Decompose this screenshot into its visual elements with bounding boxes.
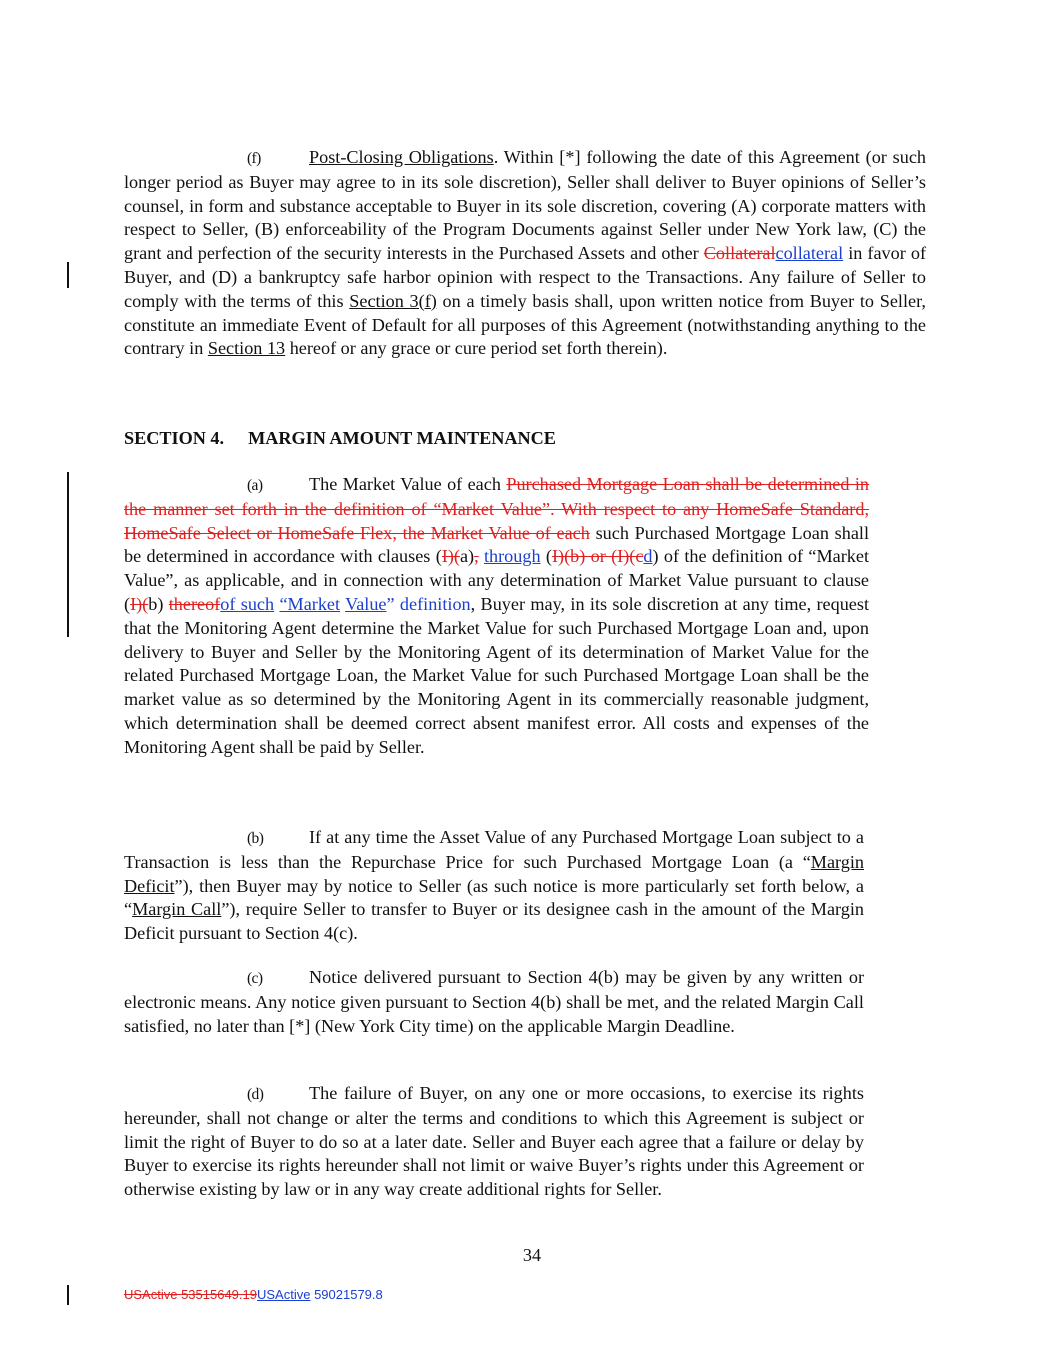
section-number: SECTION 4. [124, 428, 225, 448]
deleted-text: I)( [130, 593, 149, 614]
text-segment: If at any time the Asset Value of any Purchased Mortgage Loan subject to a Transaction is less than the Repurchase Price for such Purchased Mortgage Loan (a “ [124, 827, 864, 872]
text-segment: The failure of Buyer, on any one or more occasions, to exercise its rights hereunder, shall not change or alter the terms and conditions to which this Agreement is subject or limit the right of Buyer to do so at a later date. Seller and Buyer each agree that a failure or delay by Buyer to exercise its rights hereunder shall not limit or waive Buyer’s rights under this Agreement or otherwise existing by law or in any way create additional rights for Seller. [124, 1083, 864, 1200]
paragraph-3f [124, 146, 926, 361]
text-segment: b) [148, 593, 169, 614]
deleted-text: I)(b) or (I)( [551, 546, 636, 567]
text-segment: , Buyer may, in its sole discretion at any time, request that the Monitoring Agent determine the Market Value for such Purchased Mortgage Loan and, upon delivery to Buyer and Seller by the Monitoring Agent of its determination of Market Value for the related Purchased Mortgage Loan, the Market Value for such Purchased Mortgage Loan shall be the market value as so determined by the Monitoring Agent in its commercially reasonable judgment, which determination shall be deemed correct absent manifest error. All costs and expenses of the Monitoring Agent shall be paid by Seller. [124, 593, 869, 757]
deleted-text: , [474, 546, 479, 567]
text-segment: . Within [*] following the date of this Agreement (or such longer period as Buyer may agree to in its sole discretion), Seller shall deliver to Buyer opinions of Seller’s counsel, in form and substance acceptable to Buyer in its sole discretion, covering (A) corporate matters with respect to Seller, (B) enforceability of the Program Documents against Seller under New York law, (C) the grant and perfection of the security interests in the Purchased Assets and other [124, 147, 926, 264]
paragraph-4b [124, 826, 864, 946]
text-segment: a) [459, 546, 475, 567]
paragraph-label-a: (a) [247, 477, 263, 494]
inserted-text: “Market [279, 593, 341, 614]
text-segment: hereof or any grace or cure period set forth therein). [285, 338, 668, 359]
footer-inserted-id: USActive [256, 1287, 311, 1302]
defined-term: Margin Deficit [124, 851, 864, 896]
post-closing-title: Post-Closing Obligations [309, 147, 494, 167]
inserted-text: through [483, 546, 541, 567]
change-bar-4a [67, 472, 69, 637]
inserted-text: of such [220, 593, 275, 614]
document-footer [124, 1287, 383, 1302]
deleted-text: Purchased Mortgage Loan shall be determined in the manner set forth in the definition of “Market Value”. With respect to any HomeSafe Standard, HomeSafe Select or HomeSafe Flex, the Market Value of each [124, 474, 870, 543]
section-reference: Section 13 [207, 338, 286, 359]
deleted-text: thereof [168, 593, 221, 614]
text-segment: The Market Value of each [309, 474, 507, 494]
section-heading [124, 428, 556, 449]
deleted-text: Collateral [703, 243, 776, 264]
paragraph-label-c: (c) [247, 970, 263, 987]
deleted-text: c [635, 546, 644, 567]
paragraph-4d [124, 1082, 864, 1202]
page-number: 34 [522, 1245, 542, 1265]
paragraph-label-b: (b) [247, 830, 264, 847]
section-title: MARGIN AMOUNT MAINTENANCE [248, 428, 556, 448]
paragraph-4a [124, 473, 869, 760]
paragraph-label-d: (d) [247, 1086, 264, 1103]
text-segment: ) of the definition of “Market Value”, as applicable, and in connection with any determination of Market Value pursuant to clause ( [124, 546, 870, 614]
paragraph-label-f: (f) [247, 150, 261, 167]
inserted-text: ” definition [386, 593, 471, 614]
text-segment: Notice delivered pursuant to Section 4(b) may be given by any written or electronic means. Any notice given pursuant to Section 4(b) shall be met, and the related Margin Call satisfied, no later than [*] (New York City time) on the applicable Margin Deadline. [124, 967, 864, 1036]
inserted-text: d [643, 546, 653, 567]
footer-deleted-id: USActive 53515649.19 [124, 1287, 257, 1302]
inserted-text: collateral [775, 243, 844, 264]
text-segment: ”), require Seller to transfer to Buyer or its designee cash in the amount of the Margin Deficit pursuant to Section 4(c). [124, 899, 864, 944]
text-segment: on a timely basis shall, upon written notice from Buyer to Seller, constitute an immediate Event of Default for all purposes of this Agreement (notwithstanding anything to the contrary in [124, 290, 926, 359]
inserted-text: Value [345, 593, 387, 614]
change-bar-3f [67, 262, 69, 288]
text-segment: ”), then Buyer may by notice to Seller (as such notice is more particularly set forth below, a “ [124, 875, 864, 920]
text-segment: in favor of Buyer, and (D) a bankruptcy safe harbor opinion with respect to the Transactions. Any failure of Seller to comply with the terms of this [124, 243, 926, 311]
paragraph-4c [124, 966, 864, 1038]
footer-doc-number: 59021579.8 [310, 1287, 383, 1302]
section-reference: Section 3(f) [349, 290, 437, 311]
text-segment: such Purchased Mortgage Loan shall be determined in accordance with clauses ( [124, 522, 870, 567]
text-segment: ( [540, 546, 552, 567]
defined-term: Margin Call [132, 899, 222, 920]
deleted-text: I)( [441, 546, 460, 567]
change-bar-footer [67, 1285, 69, 1305]
